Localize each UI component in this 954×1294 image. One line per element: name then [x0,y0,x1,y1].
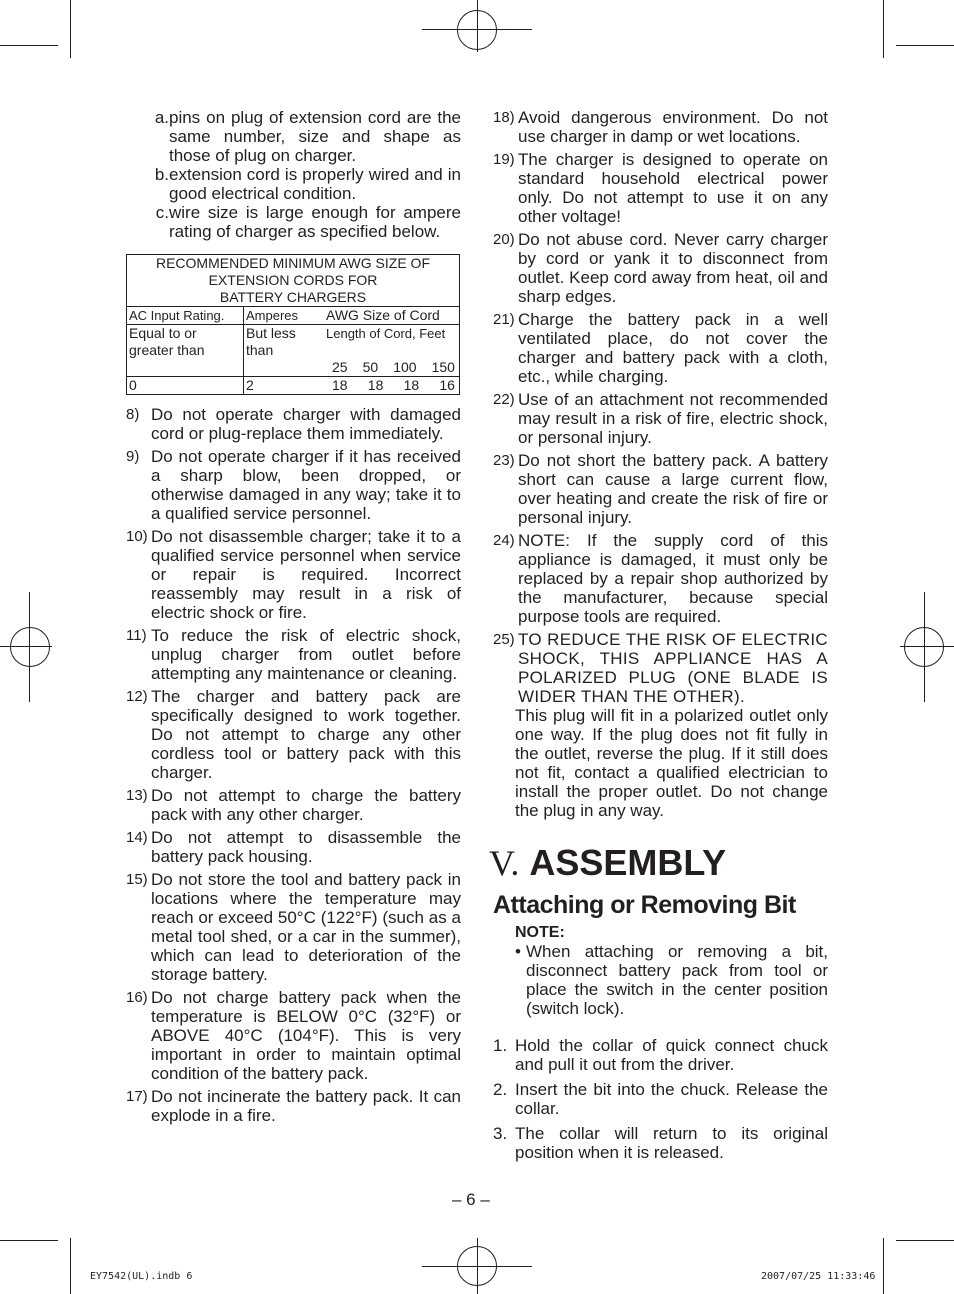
list-item [493,310,828,386]
item-number: 25) [493,631,515,648]
item-number: 20) [493,231,515,248]
list-item [493,108,828,146]
table-cell [244,359,325,377]
sub-item-text: pins on plug of extension cord are the same number, size and shape as those of plug on charger. [169,108,461,165]
step-item [493,1036,828,1074]
footer-file: EY7542(UL).indb 6 [90,1271,193,1282]
sub-item [126,203,461,241]
list-item [126,687,461,782]
item-number: 23) [493,452,515,469]
item-number: 9) [126,448,140,465]
item-number: 16) [126,989,148,1006]
table-cell: Length of Cord, Feet [324,325,460,360]
step-item [493,1080,828,1118]
item-text: Do not charge battery pack when the temperature is BELOW 0°C (32°F) or ABOVE 40°C (104°F). This is very important in order to maintain optimal condition of the battery pack. [151,988,461,1083]
item-number: 10) [126,528,148,545]
step-text: The collar will return to its original position when it is released. [515,1124,828,1162]
step-number: 1. [493,1036,508,1055]
step-text: Hold the collar of quick connect chuck and pull it out from the driver. [515,1036,828,1074]
table-cell: 0 [127,377,244,395]
page-number: – 6 – [452,1190,490,1209]
sub-item-label: c. [155,203,169,222]
sub-item-text: extension cord is properly wired and in good electrical condition. [169,165,461,203]
bullet-icon: • [515,942,521,961]
list-item [126,786,461,824]
item-number: 18) [493,109,515,126]
item-text: Do not disassemble charger; take it to a qualified service personnel when service or repair is required. Incorrect reassembly may result in a risk of electric shock or fire. [151,527,461,622]
item-text: Avoid dangerous environment. Do not use charger in damp or wet locations. [518,108,828,146]
item-text: The charger and battery pack are specifically designed to work together. Do not attempt to charge any other cordless tool or battery pack with this charger. [151,687,461,782]
item-text: Use of an attachment not recommended may result in a risk of fire, electric shock, or personal injury. [518,390,828,447]
step-number: 3. [493,1124,508,1143]
item-text: The charger is designed to operate on standard household electrical power only. Do not attempt to use it on any other voltage! [518,150,828,226]
size-value: 16 [439,377,455,393]
size-value: 18 [403,377,420,393]
awg-table [126,254,460,395]
list-item [493,531,828,626]
table-header-cell: AWG Size of Cord [324,307,460,325]
list-item [493,150,828,226]
step-number: 2. [493,1080,508,1099]
item-number: 21) [493,311,515,328]
left-column [126,108,461,1129]
list-item [126,828,461,866]
length-value: 100 [393,359,417,375]
item-number: 12) [126,688,148,705]
item-number: 8) [126,406,140,423]
item-number: 14) [126,829,148,846]
item-text: Do not incinerate the battery pack. It can explode in a fire. [151,1087,461,1125]
list-item [126,988,461,1083]
section-heading [489,842,828,884]
table-title-line: EXTENSION CORDS FOR [208,272,378,288]
item-text: Do not abuse cord. Never carry charger by cord or yank it to disconnect from outlet. Keep cord away from heat, oil and sharp edges. [518,230,828,306]
table-title [127,255,460,307]
length-value: 50 [362,359,379,375]
list-item [493,390,828,447]
table-header-cell: Amperes [244,307,325,325]
item-number: 19) [493,151,515,168]
sub-item [126,108,461,165]
list-item [493,451,828,527]
list-item [126,405,461,443]
list-item [126,626,461,683]
sub-item-label: b. [154,165,169,184]
subsection-title: Attaching or Removing Bit [493,891,796,919]
table-sizes [324,377,460,395]
item-text: NOTE: If the supply cord of this appliance is damaged, it must only be replaced by a repair shop authorized by the manufacturer, because special purpose tools are required. [518,531,828,626]
size-value: 18 [367,377,384,393]
item-text: Do not short the battery pack. A battery short can cause a large current flow, over heating and create the risk of fire or personal injury. [518,451,828,527]
table-cell: But less than [244,325,325,360]
item-number: 15) [126,871,148,888]
list-item [126,527,461,622]
item-number: 11) [126,627,147,644]
note-heading: NOTE: [515,924,565,941]
table-title-line: BATTERY CHARGERS [219,289,367,305]
list-item [126,1087,461,1125]
note-item [515,942,828,1018]
note-text: When attaching or removing a bit, disconnect battery pack from tool or place the switch in the center position (switch lock). [526,942,828,1018]
item-text: Do not attempt to charge the battery pack with any other charger. [151,786,461,824]
table-header-cell: AC Input Rating. [127,307,244,325]
sub-item [126,165,461,203]
sub-item-label: a. [154,108,169,127]
step-text: Insert the bit into the chuck. Release the collar. [515,1080,828,1118]
table-cell: Equal to or greater than [127,325,244,360]
item-number: 13) [126,787,148,804]
item-number: 17) [126,1088,148,1105]
size-value: 18 [332,377,348,393]
table-title-line: RECOMMENDED MINIMUM AWG SIZE OF [155,255,431,271]
item-text: Do not store the tool and battery pack in locations where the temperature may reach or exceed 50°C (122°F) (such as a metal tool shed, or a car in the summer), which can lead to deterioration of the storage battery. [151,870,461,984]
table-cell: 2 [244,377,325,395]
sub-item-text: wire size is large enough for ampere rating of charger as specified below. [169,203,461,241]
item-text: Do not operate charger with damaged cord or plug-replace them immediately. [151,405,461,443]
table-cell [127,359,244,377]
list-item [493,630,828,706]
section-number: V. [489,843,520,883]
table-lengths [324,359,460,377]
right-column [489,108,828,1168]
item-number: 24) [493,532,515,549]
item-text: TO REDUCE THE RISK OF ELECTRIC SHOCK, THIS APPLIANCE HAS A POLARIZED PLUG (ONE BLADE IS WIDER THAN THE OTHER). [518,630,828,706]
item-text: Charge the battery pack in a well ventilated place, do not cover the charger and battery pack with a cloth, etc., while charging. [518,310,828,386]
footer-date: 2007/07/25 11:33:46 [761,1271,876,1282]
length-value: 25 [332,359,348,375]
item-text: To reduce the risk of electric shock, unplug charger from outlet before attempting any maintenance or cleaning. [151,626,461,683]
item-text: Do not operate charger if it has received a sharp blow, been dropped, or otherwise damaged in any way; take it to a qualified service personnel. [151,447,461,523]
list-item [126,447,461,523]
list-item [493,230,828,306]
list-item [126,870,461,984]
item-paragraph: This plug will fit in a polarized outlet only one way. If the plug does not fit fully in the outlet, reverse the plug. If it still does not fit, contact a qualified electrician to install the proper outlet. Do not change the plug in any way. [515,706,828,820]
item-number: 22) [493,391,515,408]
length-value: 150 [431,359,455,375]
step-item [493,1124,828,1162]
item-text: Do not attempt to disassemble the battery pack housing. [151,828,461,866]
section-title: ASSEMBLY [529,842,727,883]
